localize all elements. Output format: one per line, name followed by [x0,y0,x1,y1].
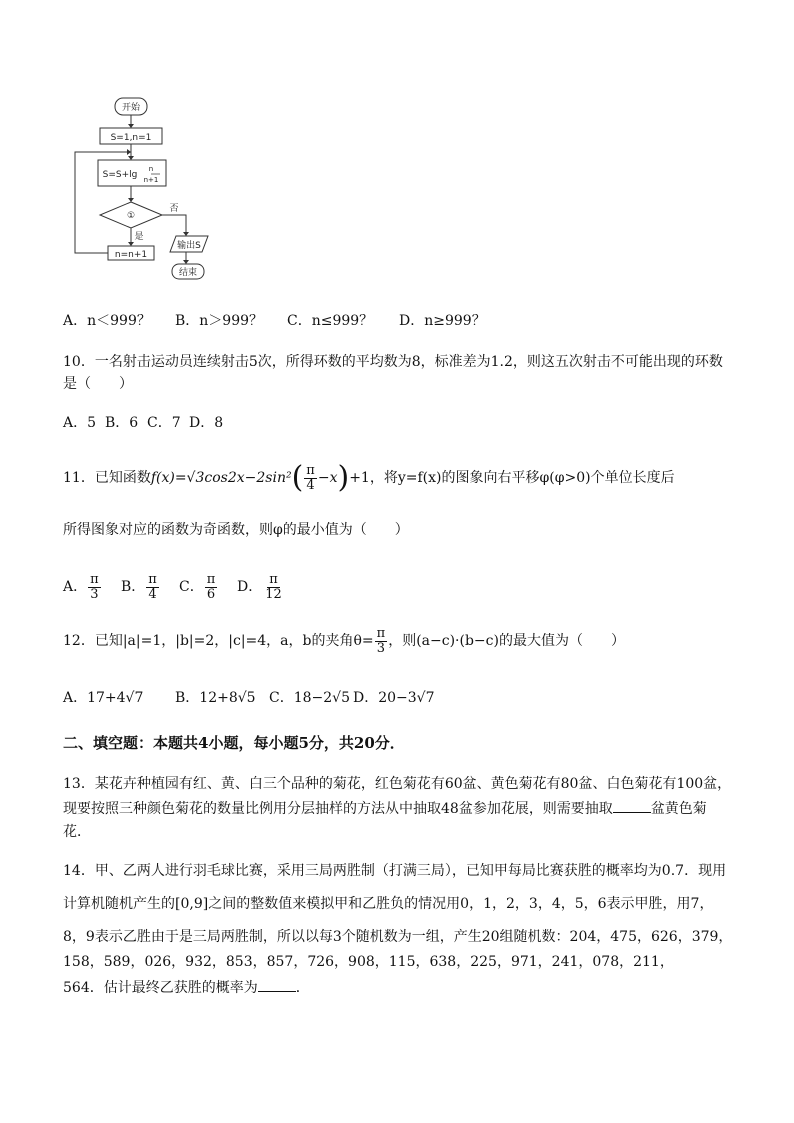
q14-line4: 158，589，026，932，853，857，726，908，115，638，225，971，241，078，211， [63,954,674,970]
q12-options [63,688,435,708]
q9-option-d: D．n≥999？ [399,313,486,329]
q12-frac-den: 3 [376,640,386,656]
q10-stem-line1: 10．一名射击运动员连续射击5次，所得环数的平均数为8，标准差为1.2，则这五次射击不可能出现的环数 [63,354,723,370]
q11-stem-line1: 11．已知函数f(x)=√3cos2x−2sin²( $\frac{\pi}{4}$ −x)+1，将y=f(x)的图象向右平移φ(φ>0)个单位长度后 [63,460,675,495]
q9-option-a: A．n＜999？ [63,313,151,329]
q12-option-c: C．18−2√5 [269,690,350,706]
q10-stem-line2: 是（ ） [63,376,133,392]
q11-stem-line2: 所得图象对应的函数为奇函数，则φ的最小值为（ ） [63,522,409,538]
flowchart-update-den: n+1 [143,176,159,184]
flowchart-yes-label: 是 [134,232,144,242]
q14-line5: 564．估计最终乙获胜的概率为 ． [63,977,310,998]
q11-frac-den: 4 [306,477,315,493]
q9-options [63,311,486,331]
q11-option-c: C． $\frac{\pi}{6}$ [179,571,216,602]
flowchart-increment-text: n=n+1 [114,250,148,260]
q9-option-c: C．n≤999？ [287,313,374,329]
q12-option-d: D．20−3√7 [353,690,435,706]
q10-option-b: B．6 [105,415,139,431]
q14-answer-blank [258,977,296,992]
q11-func-c: +1，将y=f(x)的图象向右平移φ(φ>0)个单位长度后 [349,470,675,486]
q11-frac-num: π [306,462,315,478]
q14-line2: 计算机随机产生的[0,9]之间的整数值来模拟甲和乙胜负的情况用0，1，2，3，4，5，6表示甲胜，用7， [63,896,714,912]
flowchart-end-text: 结束 [178,268,198,278]
q11-prefix: 11．已知函数 [63,470,151,486]
q9-option-b: B．n＞999？ [175,313,264,329]
q12-suffix: ，则(a−c)·(b−c)的最大值为（ ） [388,633,625,649]
q11-fraction [304,464,317,493]
q10-option-c: C．7 [147,415,181,431]
q14-line3: 8，9表示乙胜由于是三局两胜制，所以以每3个随机数为一组，产生20组随机数：204，475，626，379， [63,929,733,945]
q11-option-a: A． $\frac{\pi}{3}$ [63,571,99,602]
section-heading: 二、填空题：本题共4小题，每小题5分，共20分． [63,734,405,752]
q12-option-b: B．12+8√5 [175,690,256,706]
q10-option-a: A．5 [63,415,97,431]
q12-option-a: A．17+4√7 [63,690,144,706]
q13-line2: 现要按照三种颜色菊花的数量比例用分层抽样的方法从中抽取48盆参加花展，则需要抽取 盆黄色菊 [63,798,707,819]
q12-stem [63,624,625,658]
flowchart-update-text: S=S+lg [102,170,138,180]
flowchart-condition-text: ① [126,211,136,221]
q11-options [63,570,285,604]
flowchart-update-num: n [148,165,154,173]
q14-line1: 14．甲、乙两人进行羽毛球比赛，采用三局两胜制（打满三局），已知甲每局比赛获胜的概率均为0.7．现用 [63,863,727,879]
q12-frac-num: π [376,625,386,641]
q11-option-b: B． $\frac{\pi}{4}$ [121,571,157,602]
q11-func-a: f(x)=√3cos2x−2sin² [150,470,292,486]
q13-line1: 13．某花卉种植园有红、黄、白三个品种的菊花，红色菊花有60盆、黄色菊花有80盆、白色菊花有100盆， [63,776,732,792]
flowchart-no-label: 否 [169,204,179,214]
q12-fraction [375,627,388,656]
q11-func-b: −x [317,470,338,486]
q13-line3: 花． [63,824,91,840]
q10-option-d: D．8 [189,415,224,431]
flowchart-output-text: 输出S [177,241,201,251]
flowchart [0,0,794,290]
q13-answer-blank [613,798,651,813]
flowchart-start-text: 开始 [121,103,141,113]
q10-options [63,413,223,433]
q11-option-d: D． $\frac{\pi}{12}$ [237,571,282,602]
q12-prefix: 12．已知|a|=1，|b|=2，|c|=4，a，b的夹角θ= [63,633,374,649]
flowchart-init-text: S=1,n=1 [110,133,152,143]
